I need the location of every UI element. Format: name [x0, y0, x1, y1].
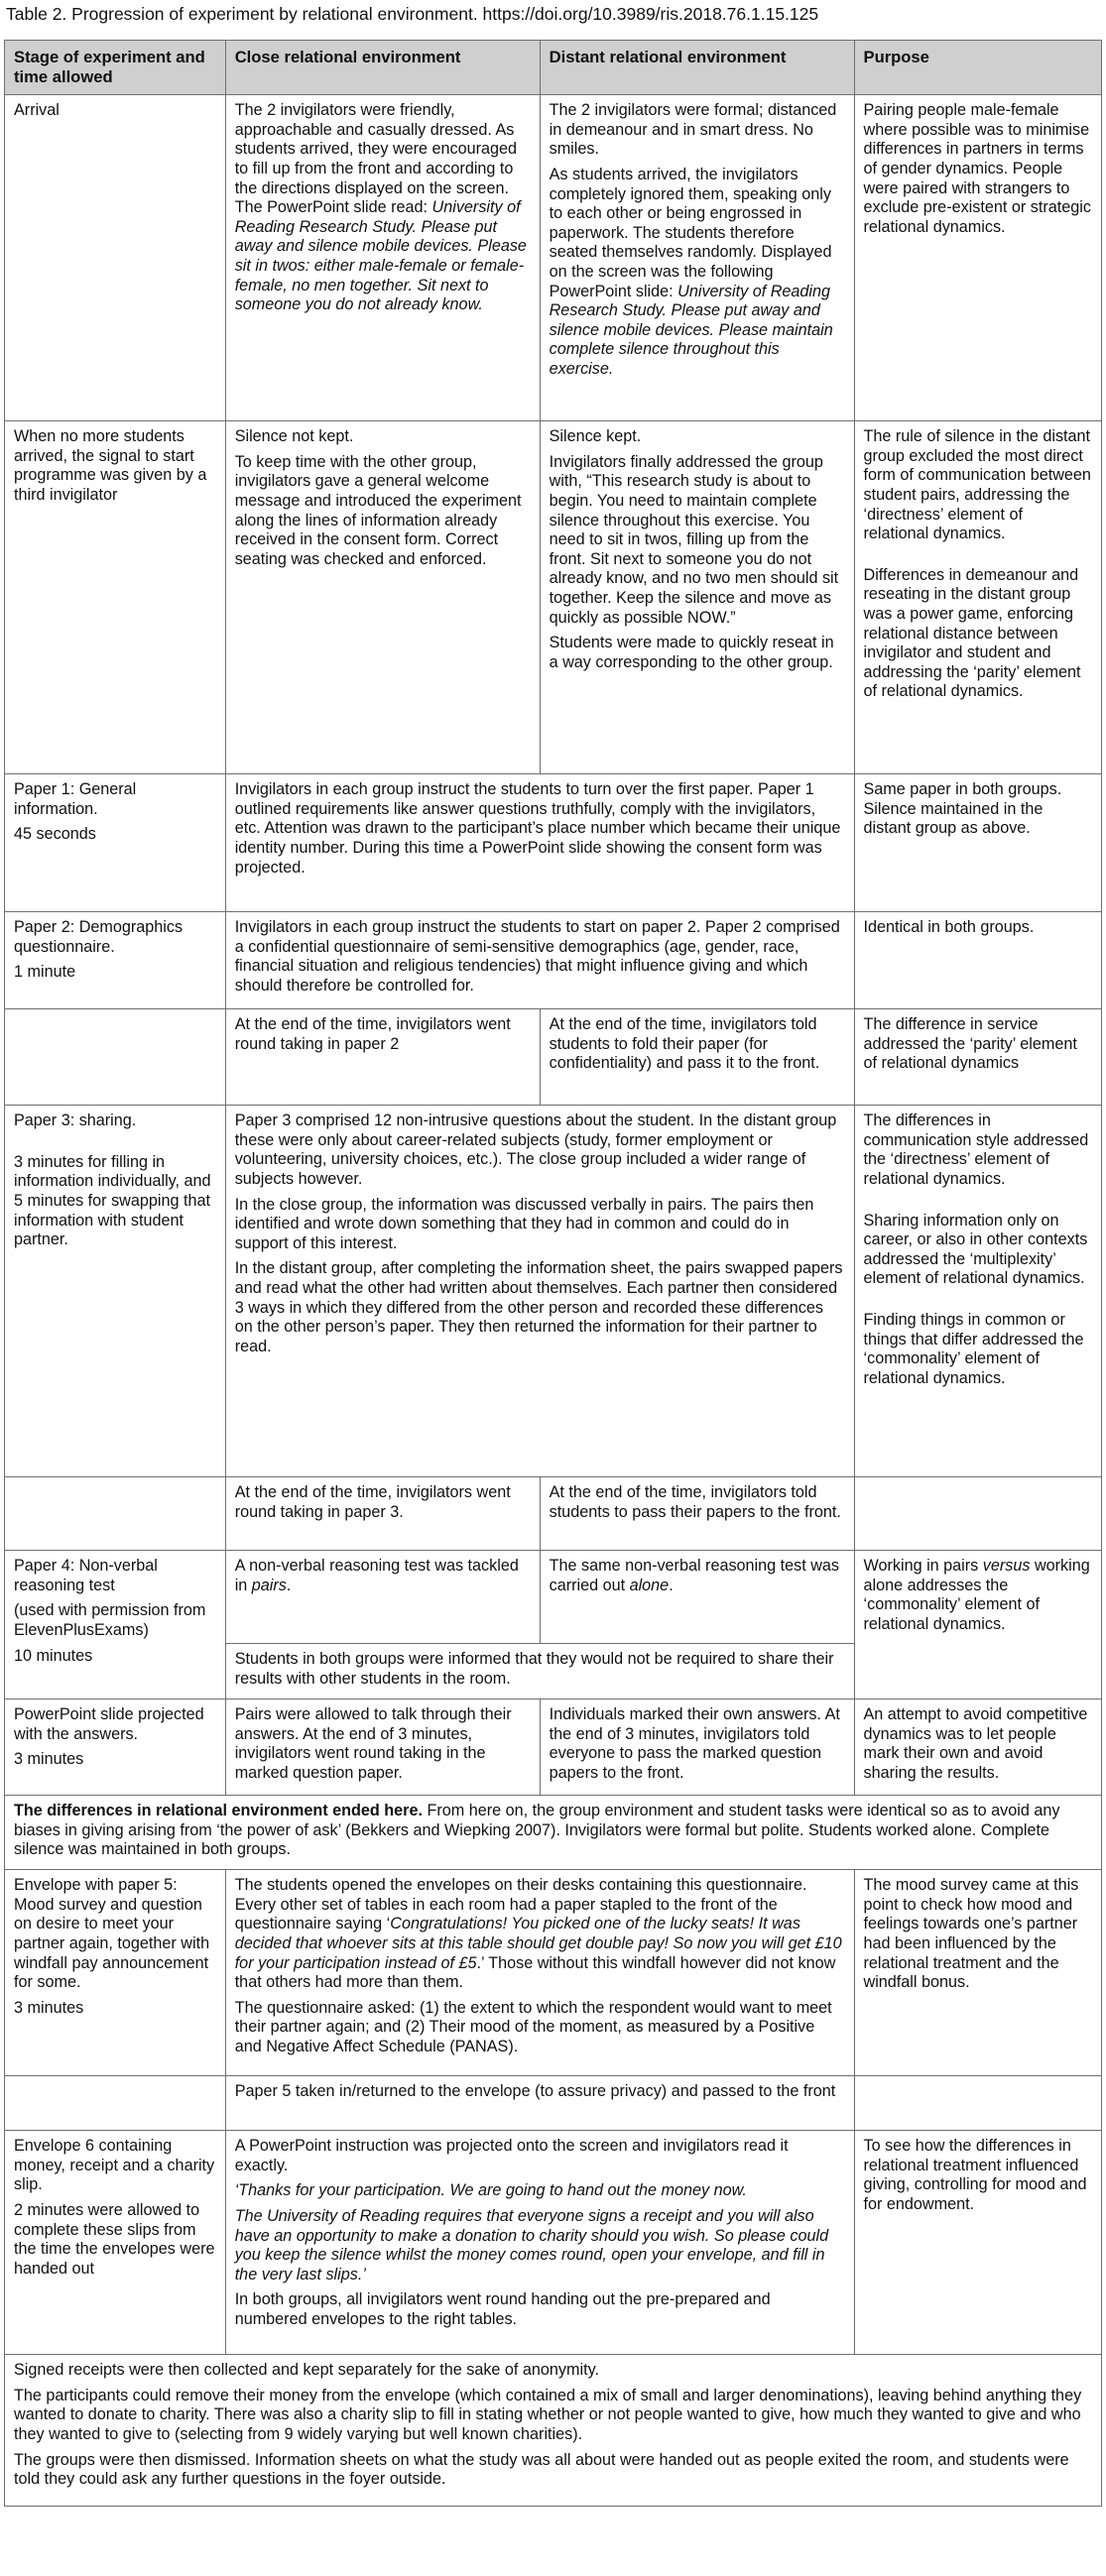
distant-cell: Individuals marked their own answers. At the end of 3 minutes, invigilators told everyone to pass the marked question papers to the front.: [540, 1699, 854, 1796]
stage-cell: Paper 2: Demographics questionnaire. 1 minute: [5, 912, 226, 1009]
purpose-cell: Identical in both groups.: [854, 912, 1102, 1009]
stage-cell: Envelope with paper 5: Mood survey and question on desire to meet your partner again, together with windfall pay announcement for some. 3 minutes: [5, 1870, 226, 2076]
stage-cell: [5, 1009, 226, 1106]
stage-cell: Arrival: [5, 95, 226, 421]
table-row: [5, 1699, 1102, 1796]
distant-cell: The same non-verbal reasoning test was carried out alone.: [540, 1551, 854, 1644]
distant-cell: At the end of the time, invigilators told students to fold their paper (for confidentiality) and pass it to the front.: [540, 1009, 854, 1106]
table-row: [5, 2131, 1102, 2355]
table-row: [5, 774, 1102, 912]
purpose-cell: An attempt to avoid competitive dynamics was to let people mark their own and avoid sharing the results.: [854, 1699, 1102, 1796]
distant-cell: Silence kept. Invigilators finally addressed the group with, “This research study is about to begin. You need to maintain complete silence throughout this exercise. You need to sit in twos, filling up from the front. Sit next to someone you do not already know, and no two men should sit together. Keep the silence and move as quickly as possible NOW.” Students were made to quickly reseat in a way corresponding to the other group.: [540, 421, 854, 774]
both-groups-cell: Invigilators in each group instruct the students to turn over the first paper. Paper 1 outlined requirements like answer questions truthfully, comply with the invigilators, etc. Attention was drawn to the participant’s place number which became their unique identity number. During this time a PowerPoint slide showing the consent form was projected.: [225, 774, 854, 912]
table-row: [5, 421, 1102, 774]
purpose-cell: Working in pairs versus working alone addresses the ‘commonality’ element of relational dynamics.: [854, 1551, 1102, 1699]
table-row: [5, 95, 1102, 421]
purpose-cell: The differences in communication style addressed the ‘directness’ element of relational dynamics. Sharing information only on career, or also in other contexts addressed the ‘multiplexity’ element of relational dynamics. Finding things in common or things that differ addressed the ‘commonality’ element of relational dynamics.: [854, 1106, 1102, 1477]
stage-cell: Paper 4: Non-verbal reasoning test (used with permission from ElevenPlusExams) 10 minutes: [5, 1551, 226, 1699]
stage-cell: Paper 1: General information. 45 seconds: [5, 774, 226, 912]
table-row: [5, 1009, 1102, 1106]
close-cell: Pairs were allowed to talk through their answers. At the end of 3 minutes, invigilators went round taking in the marked question paper.: [225, 1699, 540, 1796]
stage-cell: When no more students arrived, the signal to start programme was given by a third invigilator: [5, 421, 226, 774]
close-cell: The 2 invigilators were friendly, approachable and casually dressed. As students arrived, they were encouraged to fill up from the front and according to the directions displayed on the screen. The PowerPoint slide read: University of Reading Research Study. Please put away and silence mobile devices. Please sit in twos: either male-female or female-female, no men together. Sit next to someone you do not already know.: [225, 95, 540, 421]
stage-cell: PowerPoint slide projected with the answers. 3 minutes: [5, 1699, 226, 1796]
purpose-cell: The mood survey came at this point to check how mood and feelings towards one’s partner had been influenced by the relational treatment and the windfall bonus.: [854, 1870, 1102, 2076]
table-row: [5, 1870, 1102, 2076]
stage-cell: Paper 3: sharing. 3 minutes for filling in information individually, and 5 minutes for swapping that information with student partner.: [5, 1106, 226, 1477]
purpose-cell: Pairing people male-female where possible was to minimise differences in partners in terms of gender dynamics. People were paired with strangers to exclude pre-existent or strategic relational dynamics.: [854, 95, 1102, 421]
header-purpose: Purpose: [854, 41, 1102, 95]
purpose-cell: Same paper in both groups. Silence maintained in the distant group as above.: [854, 774, 1102, 912]
table-row: [5, 2355, 1102, 2507]
table-row: [5, 1477, 1102, 1551]
table-row: [5, 1106, 1102, 1477]
progression-table: [4, 40, 1102, 2507]
stage-cell: Envelope 6 containing money, receipt and a charity slip. 2 minutes were allowed to complete these slips from the time the envelopes were handed out: [5, 2131, 226, 2355]
both-groups-cell: Students in both groups were informed that they would not be required to share their results with other students in the room.: [225, 1644, 854, 1699]
header-stage: Stage of experiment and time allowed: [5, 41, 226, 95]
header-row: [5, 41, 1102, 95]
both-groups-cell: The students opened the envelopes on their desks containing this questionnaire. Every other set of tables in each room had a paper stapled to the front of the questionnaire saying ‘Congratulations! You picked one of the lucky seats! It was decided that whoever sits at this table should get double pay! So now you will get £10 for your participation instead of £5.’ Those without this windfall however did not know that others had more than them. The questionnaire asked: (1) the extent to which the respondent would want to meet their partner again; and (2) Their mood of the moment, as measured by a Positive and Negative Affect Schedule (PANAS).: [225, 1870, 854, 2076]
close-cell: At the end of the time, invigilators went round taking in paper 3.: [225, 1477, 540, 1551]
purpose-cell: The rule of silence in the distant group excluded the most direct form of communication between student pairs, addressing the ‘directness’ element of relational dynamics. Differences in demeanour and reseating in the distant group was a power game, enforcing relational distance between invigilator and student and addressing the ‘parity’ element of relational dynamics.: [854, 421, 1102, 774]
table-row: [5, 912, 1102, 1009]
close-cell: A non-verbal reasoning test was tackled in pairs.: [225, 1551, 540, 1644]
stage-cell: [5, 2076, 226, 2131]
purpose-cell: [854, 2076, 1102, 2131]
header-close: Close relational environment: [225, 41, 540, 95]
both-groups-cell: A PowerPoint instruction was projected onto the screen and invigilators read it exactly. ‘Thanks for your participation. We are going to hand out the money now. The University of Reading requires that everyone signs a receipt and you will also have an opportunity to make a donation to charity should you wish. So please could you keep the silence whilst the money comes round, open your envelope, and fill in the very last slips.’ In both groups, all invigilators went round handing out the pre-prepared and numbered envelopes to the right tables.: [225, 2131, 854, 2355]
full-width-note: Signed receipts were then collected and kept separately for the sake of anonymity. The participants could remove their money from the envelope (which contained a mix of small and larger denominations), leaving behind anything they wanted to donate to charity. There was also a charity slip to fill in stating whether or not people wanted to give, how much they wanted to give and who they wanted to give to (selecting from 9 widely varying but well known charities). The groups were then dismissed. Information sheets on what the study was all about were handed out as people exited the room, and students were told they could ask any further questions in the foyer outside.: [5, 2355, 1102, 2507]
both-groups-cell: Paper 3 comprised 12 non-intrusive questions about the student. In the distant group these were only about career-related subjects (study, former employment or volunteering, university choices, etc.). The close group included a wider range of subjects however. In the close group, the information was discussed verbally in pairs. The pairs then identified and wrote down something that they had in common and could do in support of this interest. In the distant group, after completing the information sheet, the pairs swapped papers and read what the other had written about themselves. Each partner then considered 3 ways in which they differed from the other person and recorded these differences on the other person’s paper. They then returned the information for their partner to read.: [225, 1106, 854, 1477]
full-width-note: The differences in relational environment ended here. From here on, the group environment and student tasks were identical so as to avoid any biases in giving arising from ‘the power of ask’ (Bekkers and Wiepking 2007). Invigilators were formal but polite. Students worked alone. Complete silence was maintained in both groups.: [5, 1796, 1102, 1870]
both-groups-cell: Paper 5 taken in/returned to the envelope (to assure privacy) and passed to the front: [225, 2076, 854, 2131]
header-distant: Distant relational environment: [540, 41, 854, 95]
both-groups-cell: Invigilators in each group instruct the students to start on paper 2. Paper 2 comprised a confidential questionnaire of semi-sensitive demographics (age, gender, race, financial situation and religious tendencies) that might influence giving and which should therefore be controlled for.: [225, 912, 854, 1009]
table-row: [5, 2076, 1102, 2131]
purpose-cell: The difference in service addressed the ‘parity’ element of relational dynamics: [854, 1009, 1102, 1106]
distant-cell: At the end of the time, invigilators told students to pass their papers to the front.: [540, 1477, 854, 1551]
table-caption: Table 2. Progression of experiment by relational environment. https://doi.org/10.3989/ris.2018.76.1.15.125: [6, 4, 819, 24]
table-row: [5, 1551, 1102, 1644]
close-cell: Silence not kept. To keep time with the other group, invigilators gave a general welcome message and introduced the experiment along the lines of information already received in the consent form. Correct seating was checked and enforced.: [225, 421, 540, 774]
close-cell: At the end of the time, invigilators went round taking in paper 2: [225, 1009, 540, 1106]
purpose-cell: [854, 1477, 1102, 1551]
stage-cell: [5, 1477, 226, 1551]
distant-cell: The 2 invigilators were formal; distanced in demeanour and in smart dress. No smiles. As students arrived, the invigilators completely ignored them, speaking only to each other or being engrossed in paperwork. The students therefore seated themselves randomly. Displayed on the screen was the following PowerPoint slide: University of Reading Research Study. Please put away and silence mobile devices. Please maintain complete silence throughout this exercise.: [540, 95, 854, 421]
table-row: [5, 1796, 1102, 1870]
purpose-cell: To see how the differences in relational treatment influenced giving, controlling for mood and for endowment.: [854, 2131, 1102, 2355]
